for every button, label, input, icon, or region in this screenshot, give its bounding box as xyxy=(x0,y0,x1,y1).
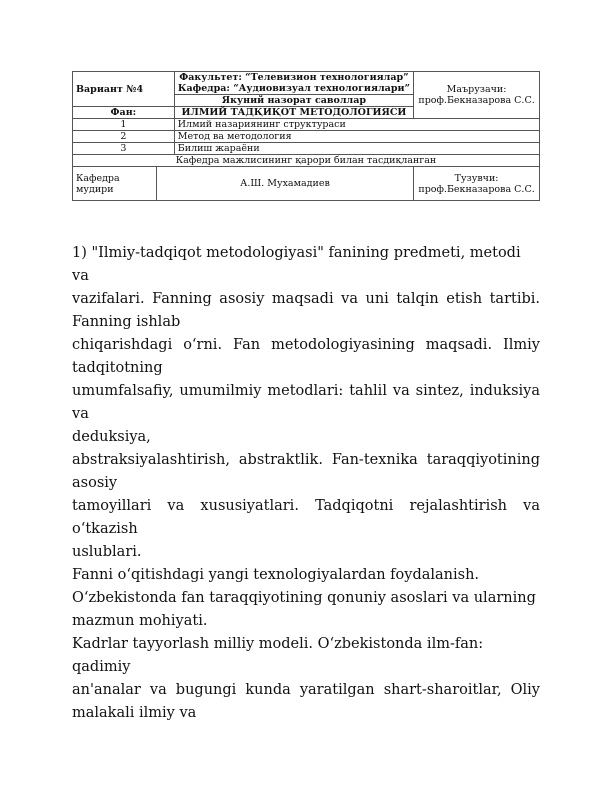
subject-name: ИЛМИЙ ТАДҚИҚОТ МЕТОДОЛОГИЯСИ xyxy=(174,107,413,119)
approval-note: Кафедра мажлисининг қарори билан тасдиқланган xyxy=(73,155,540,167)
body-line: vazifalari. Fanning asosiy maqsadi va uni talqin etish tartibi. xyxy=(72,291,540,307)
question-number: 2 xyxy=(73,131,175,143)
question-text: Метод ва методология xyxy=(174,131,539,143)
question-number: 3 xyxy=(73,143,175,155)
body-line: asosiy xyxy=(72,475,118,491)
body-line: an'analar va bugungi kunda yaratilgan shart-sharoitlar, Oliy xyxy=(72,682,540,698)
author-label: Тузувчи: xyxy=(454,172,499,184)
body-line: Kadrlar tayyorlash milliy modeli. O‘zbekistonda ilm-fan: qadimiy xyxy=(72,636,484,675)
body-line: 1) "Ilmiy-tadqiqot metodologiyasi" fanining predmeti, metodi va xyxy=(72,245,521,284)
body-line: tadqitotning xyxy=(72,360,163,376)
body-text xyxy=(72,242,540,725)
body-line: abstraksiyalashtirish, abstraktlik. Fan-texnika taraqqiyotining xyxy=(72,452,540,468)
faculty-name: Факультет: “Телевизион технологиялар” xyxy=(179,72,409,83)
exam-title: Якуний назорат саволлар xyxy=(174,95,413,107)
body-line: Fanning ishlab xyxy=(72,314,181,330)
body-line: chiqarishdagi o‘rni. Fan metodologiyasining maqsadi. Ilmiy xyxy=(72,337,540,353)
question-text: Билиш жараёни xyxy=(174,143,539,155)
body-line: umumfalsafiy, umumilmiy metodlari: tahlil va sintez, induksiya va xyxy=(72,383,540,422)
lecturer-label: Маърузачи: xyxy=(446,84,507,95)
body-line: O‘zbekistonda fan taraqqiyotining qonuniy asoslari va ularning xyxy=(72,590,536,606)
exam-header-table xyxy=(72,71,540,201)
department-name: Кафедра: “Аудиовизуал технологиялари” xyxy=(177,83,410,94)
body-line: malakali ilmiy va xyxy=(72,705,197,721)
body-line: Fanni o‘qitishdagi yangi texnologiyalardan foydalanish. xyxy=(72,567,480,583)
question-number: 1 xyxy=(73,119,175,131)
question-text: Илмий назариянинг структураси xyxy=(174,119,539,131)
body-line: mazmun mohiyati. xyxy=(72,613,208,629)
body-line: tamoyillari va xususiyatlari. Tadqiqotni rejalashtirish va o‘tkazish xyxy=(72,498,540,537)
author-name: проф.Бекназарова С.С. xyxy=(418,183,535,195)
head-of-department-name: А.Ш. Мухамадиев xyxy=(156,167,413,201)
faculty-department xyxy=(174,72,413,95)
lecturer-name: проф.Бекназарова С.С. xyxy=(418,95,535,106)
body-line: deduksiya, xyxy=(72,429,151,445)
author-cell xyxy=(414,167,540,201)
variant-label: Вариант №4 xyxy=(73,72,175,107)
body-line: uslublari. xyxy=(72,544,142,560)
lecturer-cell xyxy=(414,72,540,119)
head-of-department-label: Кафедра мудири xyxy=(73,167,157,201)
subject-label: Фан: xyxy=(73,107,175,119)
